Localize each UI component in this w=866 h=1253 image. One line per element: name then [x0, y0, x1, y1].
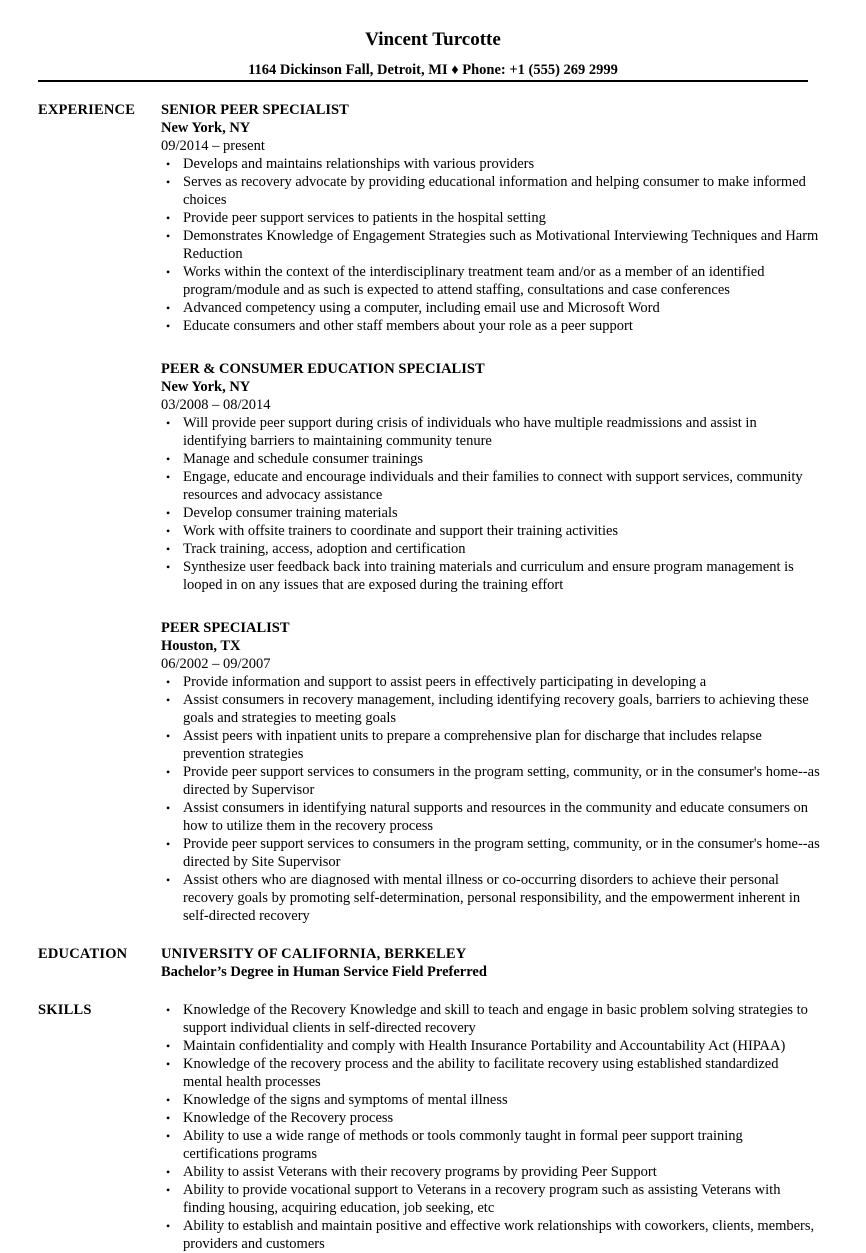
bullet-dot: • — [166, 1165, 171, 1179]
bullet-dot: • — [166, 1111, 171, 1125]
bullet-dot: • — [166, 1039, 171, 1053]
responsibility-item — [161, 299, 821, 317]
bullet-text: Engage, educate and encourage individuals and their families to connect with support services, community resources and advocacy assistance — [183, 469, 803, 503]
job-location: New York, NY — [161, 120, 251, 136]
bullet-text: Serves as recovery advocate by providing educational information and helping consumer to make informed choices — [183, 174, 806, 208]
skills-list — [161, 1001, 821, 1253]
responsibility-item — [161, 871, 821, 925]
responsibility-item — [161, 835, 821, 871]
bullet-dot: • — [166, 765, 171, 779]
bullet-text: Develop consumer training materials — [183, 505, 398, 521]
skill-item — [161, 1217, 821, 1253]
bullet-text: Advanced competency using a computer, including email use and Microsoft Word — [183, 300, 660, 316]
skill-item — [161, 1001, 821, 1037]
bullet-dot: • — [166, 542, 171, 556]
experience-heading: EXPERIENCE — [38, 102, 136, 118]
bullet-dot: • — [166, 873, 171, 887]
responsibility-item — [161, 540, 821, 558]
bullet-dot: • — [166, 211, 171, 225]
job-responsibilities — [161, 673, 821, 925]
bullet-text: Assist consumers in recovery management, including identifying recovery goals, barriers to achieving these goals and strategies to meeting goals — [183, 692, 809, 726]
skill-item — [161, 1127, 821, 1163]
bullet-text: Provide information and support to assist peers in effectively participating in developing a — [183, 674, 707, 690]
bullet-dot: • — [166, 801, 171, 815]
job-dates: 06/2002 – 09/2007 — [161, 656, 271, 672]
job-title: SENIOR PEER SPECIALIST — [161, 102, 349, 118]
bullet-text: Knowledge of the Recovery process — [183, 1110, 394, 1126]
bullet-dot: • — [166, 416, 171, 430]
responsibility-item — [161, 799, 821, 835]
responsibility-item — [161, 691, 821, 727]
job-entry — [161, 619, 821, 925]
responsibility-item — [161, 727, 821, 763]
responsibility-item — [161, 317, 821, 335]
responsibility-item — [161, 504, 821, 522]
education-degree: Bachelor’s Degree in Human Service Field Preferred — [161, 964, 487, 980]
bullet-dot: • — [166, 506, 171, 520]
bullet-dot: • — [166, 1219, 171, 1233]
bullet-text: Works within the context of the interdisciplinary treatment team and/or as a member of an identified program/module and as such is expected to attend staffing, consultations and case conferences — [183, 264, 765, 298]
responsibility-item — [161, 763, 821, 799]
skill-item — [161, 1055, 821, 1091]
bullet-dot: • — [166, 837, 171, 851]
bullet-text: Provide peer support services to consumers in the program setting, community, or in the consumer's home--as directed by Site Supervisor — [183, 836, 820, 870]
bullet-text: Educate consumers and other staff members about your role as a peer support — [183, 318, 633, 334]
bullet-dot: • — [166, 452, 171, 466]
bullet-dot: • — [166, 693, 171, 707]
contact-line: 1164 Dickinson Fall, Detroit, MI ♦ Phone: +1 (555) 269 2999 — [248, 62, 618, 78]
bullet-text: Provide peer support services to consumers in the program setting, community, or in the consumer's home--as directed by Supervisor — [183, 764, 820, 798]
bullet-dot: • — [166, 1093, 171, 1107]
skills-body — [161, 1001, 821, 1253]
job-location: New York, NY — [161, 379, 251, 395]
responsibility-item — [161, 263, 821, 299]
candidate-name: Vincent Turcotte — [365, 29, 501, 50]
responsibility-item — [161, 468, 821, 504]
responsibility-item — [161, 558, 821, 594]
responsibility-item — [161, 173, 821, 209]
skill-item — [161, 1037, 821, 1055]
bullet-dot: • — [166, 729, 171, 743]
bullet-dot: • — [166, 301, 171, 315]
responsibility-item — [161, 155, 821, 173]
bullet-text: Assist peers with inpatient units to prepare a comprehensive plan for discharge that includes relapse prevention strategies — [183, 728, 762, 762]
bullet-dot: • — [166, 675, 171, 689]
job-responsibilities — [161, 155, 821, 335]
bullet-text: Ability to establish and maintain positive and effective work relationships with coworkers, clients, members, providers and customers — [183, 1218, 815, 1252]
bullet-text: Will provide peer support during crisis of individuals who have multiple readmissions and assist in identifying barriers to maintaining community tenure — [183, 415, 757, 449]
bullet-text: Track training, access, adoption and certification — [183, 541, 466, 557]
job-title: PEER SPECIALIST — [161, 620, 290, 636]
bullet-text: Synthesize user feedback back into training materials and curriculum and ensure program management is looped in on any issues that are exposed during the training effort — [183, 559, 794, 593]
responsibility-item — [161, 414, 821, 450]
bullet-text: Ability to provide vocational support to Veterans in a recovery program such as assisting Veterans with finding housing, acquiring education, job seeking, etc — [183, 1182, 781, 1216]
bullet-text: Knowledge of the signs and symptoms of mental illness — [183, 1092, 508, 1108]
bullet-dot: • — [166, 560, 171, 574]
job-dates: 09/2014 – present — [161, 138, 265, 154]
bullet-text: Ability to assist Veterans with their recovery programs by providing Peer Support — [183, 1164, 657, 1180]
bullet-dot: • — [166, 1183, 171, 1197]
responsibility-item — [161, 450, 821, 468]
responsibility-item — [161, 673, 821, 691]
bullet-text: Work with offsite trainers to coordinate and support their training activities — [183, 523, 619, 539]
bullet-text: Assist others who are diagnosed with mental illness or co-occurring disorders to achieve their personal recovery goals by promoting self-determination, personal responsibility, and the empowerment inherent in self-directed recovery — [183, 872, 801, 924]
skills-heading: SKILLS — [38, 1002, 92, 1018]
bullet-text: Assist consumers in identifying natural supports and resources in the community and educate consumers on how to utilize them in the recovery process — [183, 800, 808, 834]
bullet-text: Develops and maintains relationships with various providers — [183, 156, 535, 172]
bullet-text: Manage and schedule consumer trainings — [183, 451, 423, 467]
job-location: Houston, TX — [161, 638, 241, 654]
responsibility-item — [161, 209, 821, 227]
education-school: UNIVERSITY OF CALIFORNIA, BERKELEY — [161, 946, 467, 962]
bullet-text: Knowledge of the Recovery Knowledge and skill to teach and engage in basic problem solving strategies to support individual clients in self-directed recovery — [183, 1002, 808, 1036]
bullet-dot: • — [166, 1003, 171, 1017]
bullet-dot: • — [166, 319, 171, 333]
skill-item — [161, 1163, 821, 1181]
bullet-text: Ability to use a wide range of methods or tools commonly taught in formal peer support training certifications programs — [183, 1128, 743, 1162]
education-heading: EDUCATION — [38, 946, 128, 962]
bullet-dot: • — [166, 175, 171, 189]
skill-item — [161, 1091, 821, 1109]
job-entry — [161, 101, 821, 335]
bullet-text: Knowledge of the recovery process and the ability to facilitate recovery using established standardized mental health processes — [183, 1056, 779, 1090]
bullet-dot: • — [166, 524, 171, 538]
bullet-text: Provide peer support services to patients in the hospital setting — [183, 210, 546, 226]
bullet-dot: • — [166, 1057, 171, 1071]
experience-list — [161, 101, 821, 950]
responsibility-item — [161, 522, 821, 540]
bullet-text: Demonstrates Knowledge of Engagement Strategies such as Motivational Interviewing Techniques and Harm Reduction — [183, 228, 819, 262]
job-title: PEER & CONSUMER EDUCATION SPECIALIST — [161, 361, 485, 377]
bullet-text: Maintain confidentiality and comply with Health Insurance Portability and Accountability Act (HIPAA) — [183, 1038, 786, 1054]
bullet-dot: • — [166, 470, 171, 484]
header-divider — [38, 80, 808, 82]
job-entry — [161, 360, 821, 594]
bullet-dot: • — [166, 265, 171, 279]
education-entry — [161, 945, 821, 981]
bullet-dot: • — [166, 229, 171, 243]
bullet-dot: • — [166, 157, 171, 171]
bullet-dot: • — [166, 1129, 171, 1143]
responsibility-item — [161, 227, 821, 263]
skill-item — [161, 1109, 821, 1127]
job-dates: 03/2008 – 08/2014 — [161, 397, 271, 413]
skill-item — [161, 1181, 821, 1217]
job-responsibilities — [161, 414, 821, 594]
